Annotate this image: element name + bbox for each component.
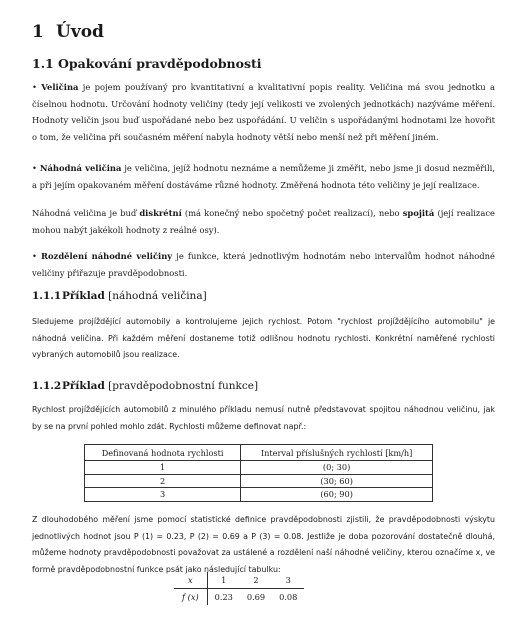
paragraph-velicina-text: je pojem používaný pro kvantitativní a kvalitativní popis reality. Veličina má svou jednotku a číselnou hodnotu. Určování hodnoty veličiny (tedy její velikosti ve zvolených jednotkách) nazýváme měření. Hodnoty veličin jsou buď uspořádané nebo bez uspořádání. U veličin s uspořádanými hodnotami lze hovořit o tom, že veličina při současném měření nabyla hodnoty větší nebo menší než při měření jiném. <box>32 82 495 142</box>
pmf-value: 2 <box>240 572 272 589</box>
paragraph-rozdeleni: • Rozdělení náhodné veličiny je funkce, která jednotlivým hodnotám nebo intervalům hodnot náhodné veličiny přiřazuje pravděpodobnosti. <box>32 251 496 278</box>
table-header-row <box>85 445 433 461</box>
table-cell: (30; 60) <box>241 474 433 488</box>
example-1-label: Příklad <box>62 290 105 302</box>
pmf-value: 3 <box>272 572 304 589</box>
table-cell: 3 <box>85 488 241 502</box>
section-heading <box>32 56 262 71</box>
pmf-probability: 0.08 <box>279 592 298 602</box>
table-row <box>85 488 433 502</box>
table-header-cell: Interval příslušných rychlostí [km/h] <box>241 445 433 461</box>
example-1-number: 1.1.1 <box>32 290 62 302</box>
example-2-heading <box>32 380 258 392</box>
paragraph-nahodna-velicina-text: je veličina, jejíž hodnotu neznáme a nemůžeme ji změřit, nebo jsme ji dosud nezměřili, a při jejím opakovaném měření dostáváme různé hodnoty. Změřená hodnota této veličiny je její realizace. <box>32 163 495 190</box>
term-diskretni: diskrétní <box>139 208 182 218</box>
table-cell: (60; 90) <box>241 488 433 502</box>
term-velicina: Veličina <box>41 82 79 92</box>
section-title: Opakování pravděpodobnosti <box>58 56 262 71</box>
paragraph-rozdeleni-text: je funkce, která jednotlivým hodnotám nebo intervalům hodnot náhodné veličiny přiřazuje pravděpodobnosti. <box>32 251 496 278</box>
example-1-heading <box>32 290 207 302</box>
table-row <box>85 474 433 488</box>
chapter-heading <box>32 22 104 42</box>
paragraph-discrete-continuous <box>32 205 495 238</box>
p3-middle: (má konečný nebo spočetný počet realizací), nebo <box>181 208 403 218</box>
example-2-label: Příklad <box>62 380 105 392</box>
table-cell: 2 <box>85 474 241 488</box>
chapter-title: Úvod <box>56 22 104 42</box>
table-row <box>85 461 433 475</box>
table-cell: 1 <box>85 461 241 475</box>
table-cell: (0; 30) <box>241 461 433 475</box>
example-2-title: [pravděpodobnostní funkce] <box>108 380 259 392</box>
table-header-cell: Definovaná hodnota rychlosti <box>85 445 241 461</box>
pmf-probability: 0.23 <box>214 592 233 602</box>
table-row <box>174 589 304 606</box>
pmf-probability: 0.69 <box>246 592 266 602</box>
paragraph-probabilities: Z dlouhodobého měření jsme pomocí statistické definice pravděpodobnosti zjistili, že pravděpodobnosti výskytu jednotlivých hodnot jsou P (1) = 0.23, P (2) = 0.69 a P (3) = 0.08. Jestliže je doba pozorování dostatečně dlouhá, můžeme hodnoty pravděpodobnosti považovat za ustálené a rozdělení naší náhodné veličiny, kterou označíme x, ve formě pravděpodobnostní funkce psát jako následující tabulku: <box>32 515 495 574</box>
pmf-x-label: x <box>174 572 207 589</box>
term-nahodna-velicina: Náhodná veličina <box>39 163 122 173</box>
probability-function-table <box>174 572 304 605</box>
term-rozdeleni: Rozdělení náhodné veličiny <box>41 251 173 261</box>
pmf-value: 1 <box>207 572 240 589</box>
p3-after: (její realizace mohou nabýt jakékoli hodnoty z reálné osy). <box>32 208 495 235</box>
term-spojita: spojitá <box>402 208 435 218</box>
example-1-text: Sledujeme projíždějící automobily a kontrolujeme jejich rychlost. Potom "rychlost projíždějícího automobilu" je náhodná veličina. Při každém měření dostaneme totiž odlišnou hodnotu rychlosti. Konkrétní naměřené rychlosti vybraných automobilů jsou realizace. <box>32 317 495 359</box>
table-row <box>174 572 304 589</box>
example-1-title: [náhodná veličina] <box>108 290 207 302</box>
p3-before: Náhodná veličina je buď <box>32 208 140 218</box>
pmf-fx-label: f (x) <box>174 589 207 606</box>
example-2-number: 1.1.2 <box>32 380 62 392</box>
chapter-number: 1 <box>32 22 44 42</box>
speed-definition-table <box>84 444 433 502</box>
paragraph-nahodna-velicina: • Náhodná veličina je veličina, jejíž hodnotu neznáme a nemůžeme ji změřit, nebo jsme ji dosud nezměřili, a při jejím opakovaném měření dostáváme různé hodnoty. Změřená hodnota této veličiny je její realizace. <box>32 163 495 190</box>
paragraph-velicina: • Veličina je pojem používaný pro kvantitativní a kvalitativní popis reality. Veličina má svou jednotku a číselnou hodnotu. Určování hodnoty veličiny (tedy její velikosti ve zvolených jednotkách) nazýváme měření. Hodnoty veličin jsou buď uspořádané nebo bez uspořádání. U veličin s uspořádanými hodnotami lze hovořit o tom, že veličina při současném měření nabyla hodnoty větší nebo menší než při měření jiném. <box>32 82 495 142</box>
example-2-text: Rychlost projíždějících automobilů z minulého příkladu nemusí nutně představovat spojitou náhodnou veličinu, jak by se na první pohled mohlo zdát. Rychlosti můžeme definovat např.: <box>32 405 495 431</box>
section-number: 1.1 <box>32 56 54 71</box>
